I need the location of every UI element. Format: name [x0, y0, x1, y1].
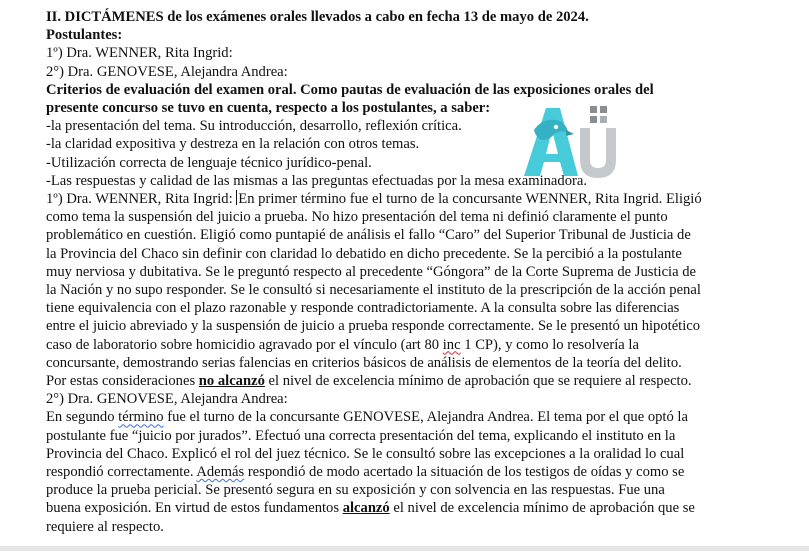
genovese-paragraph-line: postulante fue “juicio por jurados”. Efectuó una correcta presentación del tema, explicando el instituto en la	[46, 427, 676, 444]
wenner-paragraph-line: concursante, demostrando serias falencias en criterios básicos de análisis de elementos de la teoría del delito.	[46, 354, 682, 371]
genovese-paragraph-line: respondió correctamente. Además respondió de modo acertado la situación de los testigos de oídas y como se	[46, 464, 685, 481]
wenner-paragraph-line: muy nerviosa y dubitativa. Se le preguntó respecto al precedente “Góngora” de la Corte Suprema de Justicia de	[46, 263, 697, 280]
wenner-paragraph-line: como tema la suspensión del juicio a prueba. No hizo presentación del tema ni definió claramente el punto	[46, 209, 668, 226]
wenner-paragraph-line: entre el juicio abreviado y la suspensión de juicio a prueba responde correctamente. Se le presentó un hipotético	[46, 318, 701, 335]
genovese-verdict-line: buena exposición. En virtud de estos fundamentos alcanzó el nivel de excelencia mínimo de aprobación que se	[46, 500, 695, 517]
grammar-flag-word: Además	[196, 464, 245, 481]
section-heading: II. DICTÁMENES de los exámenes orales llevados a cabo en fecha 13 de mayo de 2024.	[46, 9, 589, 25]
postulante-2: 2°) Dra. GENOVESE, Alejandra Andrea:	[46, 63, 288, 80]
au-watermark-logo	[520, 100, 618, 178]
grammar-flag-word: término	[118, 409, 164, 426]
pauta-3: -Utilización correcta de lenguaje técnico jurídico-penal.	[46, 154, 372, 171]
wenner-paragraph-line: caso de laboratorio sobre homicidio agravado por el vínculo (art 80 inc 1 CP), y como lo resolvería la	[46, 336, 639, 353]
genovese-paragraph-line: produce la prueba pericial. Se presentó segura en su exposición y con solvencia en las respuestas. Fue una	[46, 482, 665, 499]
pauta-2: -la claridad expositiva y destreza en la relación con otros temas.	[46, 136, 420, 153]
criterios-heading-2: presente concurso se tuvo en cuenta, respecto a los postulantes, a saber:	[46, 100, 491, 117]
genovese-heading: 2°) Dra. GENOVESE, Alejandra Andrea:	[46, 391, 288, 408]
pauta-4: -Las respuestas y calidad de las mismas a las preguntas efectuadas por la mesa examinadora.	[46, 172, 587, 189]
eagle-head-logo-icon	[524, 108, 578, 176]
wenner-paragraph-line: la Nación y no supo responder. Se le consultó si necesariamente el instituto de la prescripción de la acción penal	[46, 282, 701, 299]
postulantes-label: Postulantes:	[46, 27, 123, 44]
pauta-1: -la presentación del tema. Su introducción, desarrollo, reflexión crítica.	[46, 118, 462, 135]
wenner-paragraph-line: la Provincia del Chaco sin definir con claridad lo debatido en dicho precedente. Se la percibió a la postulante	[46, 245, 682, 262]
verdict-alcanzo: alcanzó	[342, 500, 390, 517]
squares-icon	[590, 106, 607, 123]
genovese-paragraph-line: En segundo término fue el turno de la concursante GENOVESE, Alejandra Andrea. El tema por el que optó la	[46, 409, 688, 426]
criterios-heading-1: Criterios de evaluación del examen oral. Como pautas de evaluación de las exposiciones orales del	[46, 81, 654, 98]
wenner-verdict-line: Por estas consideraciones no alcanzó el nivel de excelencia mínimo de aprobación que se requiere al respecto.	[46, 373, 692, 390]
wenner-paragraph-line: problemático en cuestión. Eligió como puntapié de análisis el fallo “Caro” del Superior Tribunal de Justicia de	[46, 227, 691, 244]
u-letter	[580, 128, 616, 178]
spellcheck-word: inc	[442, 336, 461, 353]
genovese-paragraph-line: Provincia del Chaco. Explicó el rol del juez técnico. Se le consultó sobre las excepciones a la oralidad lo cual	[46, 445, 685, 462]
genovese-paragraph-line: requiere al respecto.	[46, 518, 164, 535]
verdict-no-alcanzo: no alcanzó	[198, 373, 265, 390]
postulante-1: 1º) Dra. WENNER, Rita Ingrid:	[46, 45, 233, 62]
bottom-edge	[0, 546, 809, 551]
wenner-paragraph-line: tiene equivalencia con el plazo razonable y responde contradictoriamente. A la consulta sobre las diferencias	[46, 300, 680, 317]
wenner-paragraph-line: 1º) Dra. WENNER, Rita Ingrid: En primer término fue el turno de la concursante WENNER, Rita Ingrid. Eligió	[46, 191, 702, 208]
